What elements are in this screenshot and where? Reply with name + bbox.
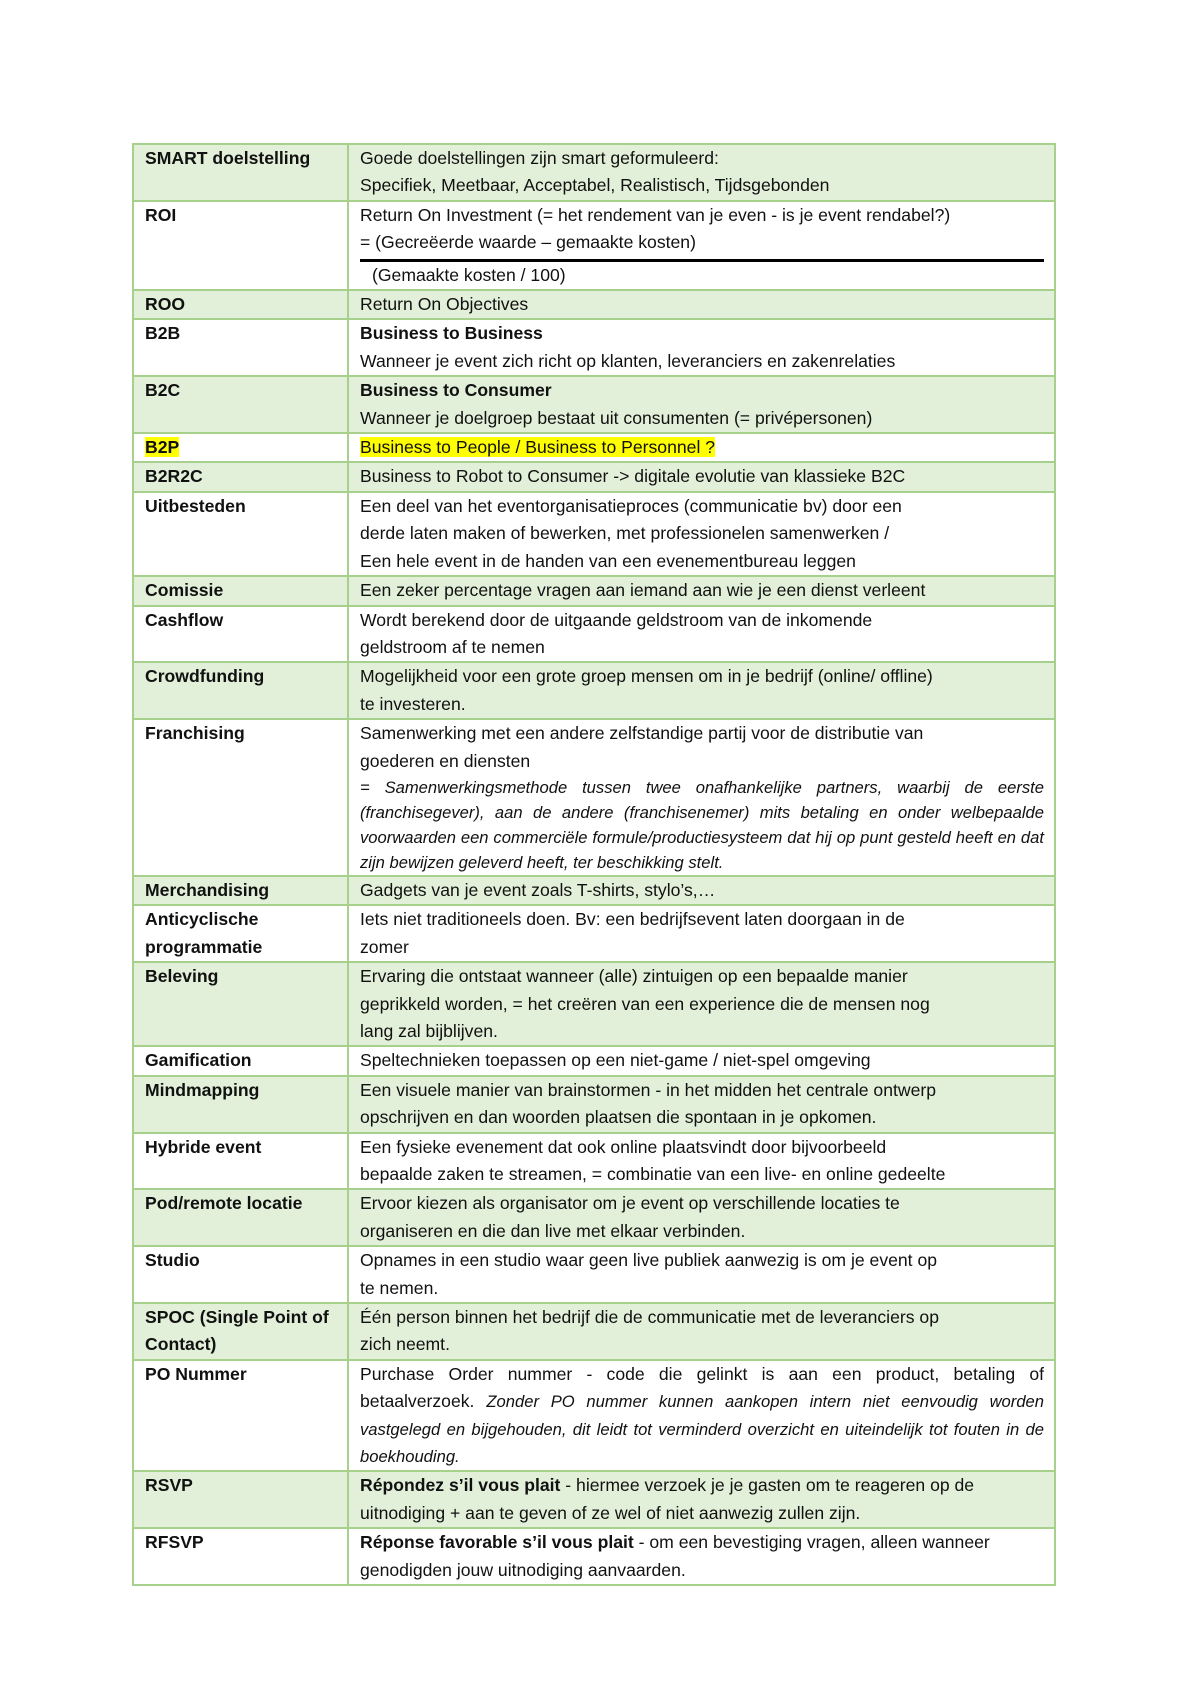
definition-cell: [348, 319, 1055, 376]
definition-phrase: Réponse favorable s’il vous plait: [360, 1532, 634, 1553]
term-cell: B2B: [133, 319, 348, 376]
definition-cell: [348, 1189, 1055, 1246]
table-row: [133, 1528, 1055, 1585]
table-row: [133, 606, 1055, 663]
definition-text: Purchase Order nummer - code die gelinkt is aan een product, betaling of betaalverzoek.: [360, 1363, 1044, 1412]
term-cell: RSVP: [133, 1471, 348, 1528]
definition-italic: = Samenwerkingsmethode tussen twee onafhankelijke partners, waarbij de eerste (franchisegever), aan de andere (franchisenemer) mits betaling en onder welbepaalde voorwaarden een commerciële formule/productiesysteem dat hij op punt gesteld heeft en dat zijn bewijzen geleverd heeft, ter beschikking stelt.: [360, 777, 1044, 872]
table-row: [133, 1303, 1055, 1360]
definition-phrase: Répondez s’il vous plait: [360, 1475, 561, 1496]
definition-cell: [348, 1046, 1055, 1075]
table-row: [133, 1076, 1055, 1133]
term-cell: Mindmapping: [133, 1076, 348, 1133]
definition-line: Mogelijkheid voor een grote groep mensen om in je bedrijf (online/ offline): [360, 666, 933, 687]
table-row: [133, 876, 1055, 905]
table-row: [133, 376, 1055, 433]
definition-line: Return On Objectives: [360, 294, 529, 315]
table-row: [133, 319, 1055, 376]
term-cell: Pod/remote locatie: [133, 1189, 348, 1246]
term-cell: Crowdfunding: [133, 662, 348, 719]
highlighted-term: B2P: [145, 437, 180, 458]
table-row: [133, 905, 1055, 962]
definition-cell: [348, 1076, 1055, 1133]
formula-numerator: = (Gecreëerde waarde – gemaakte kosten): [360, 232, 696, 253]
table-row: [133, 1189, 1055, 1246]
term-cell: [133, 433, 348, 462]
definition-cell: [348, 576, 1055, 605]
definition-line: Opnames in een studio waar geen live publiek aanwezig is om je event op: [360, 1250, 938, 1271]
definition-line: derde laten maken of bewerken, met professionelen samenwerken /: [360, 523, 890, 544]
definition-line: Gadgets van je event zoals T-shirts, stylo’s,…: [360, 879, 716, 900]
highlighted-definition: Business to People / Business to Personnel ?: [360, 437, 716, 458]
definition-cell: [348, 905, 1055, 962]
definition-heading: Business to Business: [360, 323, 543, 344]
table-row: [133, 962, 1055, 1046]
definition-line: Een zeker percentage vragen aan iemand aan wie je een dienst verleent: [360, 580, 926, 601]
table-row: [133, 1246, 1055, 1303]
term-cell: Comissie: [133, 576, 348, 605]
table-row: [133, 662, 1055, 719]
definition-line: geldstroom af te nemen: [360, 636, 545, 657]
term-cell: RFSVP: [133, 1528, 348, 1585]
term-cell: SPOC (Single Point of Contact): [133, 1303, 348, 1360]
term-cell: Studio: [133, 1246, 348, 1303]
definition-italic: Zonder PO nummer kunnen aankopen intern niet eenvoudig worden vastgelegd en bijgehouden, dit leidt tot verminderd overzicht en uiteindelijk tot fouten in de boekhouding.: [360, 1392, 1045, 1467]
definition-line: opschrijven en dan woorden plaatsen die spontaan in je opkomen.: [360, 1107, 877, 1128]
definition-line: Return On Investment (= het rendement van je even - is je event rendabel?): [360, 204, 951, 225]
definition-cell: [348, 462, 1055, 491]
table-row: [133, 1471, 1055, 1528]
definition-text: - om een bevestiging vragen, alleen wanneer genodigden jouw uitnodiging aanvaarden.: [360, 1532, 990, 1580]
definition-line: Goede doelstellingen zijn smart geformuleerd:: [360, 148, 719, 168]
table-row: [133, 433, 1055, 462]
definition-line: Een hele event in de handen van een evenementbureau leggen: [360, 550, 856, 571]
definition-line: Samenwerking met een andere zelfstandige partij voor de distributie van: [360, 723, 924, 744]
definition-text: - hiermee verzoek je je gasten om te reageren op de uitnodiging + aan te geven of ze wel of niet aanwezig zullen zijn.: [360, 1475, 975, 1523]
definition-line: Wordt berekend door de uitgaande geldstroom van de inkomende: [360, 609, 873, 630]
definition-line: Wanneer je event zich richt op klanten, leveranciers en zakenrelaties: [360, 350, 896, 371]
definition-line: Iets niet traditioneels doen. Bv: een bedrijfsevent laten doorgaan in de: [360, 909, 905, 930]
definition-cell: [348, 606, 1055, 663]
definition-line: organiseren en die dan live met elkaar verbinden.: [360, 1220, 746, 1241]
definition-cell: [348, 1133, 1055, 1190]
table-row: [133, 462, 1055, 491]
definition-line: Een visuele manier van brainstormen - in het midden het centrale ontwerp: [360, 1079, 937, 1100]
definition-line: bepaalde zaken te streamen, = combinatie van een live- en online gedeelte: [360, 1164, 946, 1184]
table-row: [133, 144, 1055, 201]
definition-line: Een fysieke evenement dat ook online plaatsvindt door bijvoorbeeld: [360, 1136, 887, 1157]
definition-line: Business to Robot to Consumer -> digitale evolutie van klassieke B2C: [360, 466, 906, 487]
term-cell: ROI: [133, 201, 348, 290]
term-cell: Anticyclische programmatie: [133, 905, 348, 962]
table-row: [133, 290, 1055, 319]
definition-line: zich neemt.: [360, 1334, 450, 1355]
term-cell: Beleving: [133, 962, 348, 1046]
table-row: [133, 719, 1055, 876]
definition-line: Een deel van het eventorganisatieproces (communicatie bv) door een: [360, 495, 902, 516]
term-cell: Gamification: [133, 1046, 348, 1075]
definition-line: Ervaring die ontstaat wanneer (alle) zintuigen op een bepaalde manier: [360, 966, 908, 987]
definition-line: te nemen.: [360, 1277, 439, 1298]
definition-cell: [348, 201, 1055, 290]
definition-line: Specifiek, Meetbaar, Acceptabel, Realistisch, Tijdsgebonden: [360, 175, 830, 196]
term-cell: B2C: [133, 376, 348, 433]
definition-cell: [348, 1360, 1055, 1472]
table-row: [133, 492, 1055, 576]
term-cell: Cashflow: [133, 606, 348, 663]
definition-line: Speltechnieken toepassen op een niet-game / niet-spel omgeving: [360, 1050, 871, 1071]
definition-line: Één person binnen het bedrijf die de communicatie met de leveranciers op: [360, 1307, 939, 1328]
term-cell: SMART doelstelling: [133, 144, 348, 201]
table-row: [133, 1133, 1055, 1190]
term-cell: Franchising: [133, 719, 348, 876]
definition-line: lang zal bijblijven.: [360, 1020, 498, 1041]
definition-cell: [348, 144, 1055, 201]
definition-cell: [348, 376, 1055, 433]
definition-line: te investeren.: [360, 693, 466, 714]
definition-line: zomer: [360, 936, 409, 957]
table-row: [133, 201, 1055, 290]
definition-cell: [348, 1303, 1055, 1360]
definition-line: Ervoor kiezen als organisator om je event op verschillende locaties te: [360, 1193, 900, 1214]
term-cell: Uitbesteden: [133, 492, 348, 576]
definition-cell: [348, 1471, 1055, 1528]
term-cell: PO Nummer: [133, 1360, 348, 1472]
term-cell: Merchandising: [133, 876, 348, 905]
definition-line: Wanneer je doelgroep bestaat uit consumenten (= privépersonen): [360, 407, 873, 428]
definition-heading: Business to Consumer: [360, 380, 552, 401]
definition-cell: [348, 1528, 1055, 1585]
term-cell: Hybride event: [133, 1133, 348, 1190]
definition-line: goederen en diensten: [360, 750, 531, 771]
definition-cell: [348, 962, 1055, 1046]
table-row: [133, 1360, 1055, 1472]
definition-cell: [348, 719, 1055, 876]
definition-line: geprikkeld worden, = het creëren van een experience die de mensen nog: [360, 993, 930, 1014]
term-cell: B2R2C: [133, 462, 348, 491]
glossary-table: [132, 143, 1056, 1586]
definition-cell: [348, 433, 1055, 462]
table-row: [133, 576, 1055, 605]
formula-denominator: (Gemaakte kosten / 100): [360, 259, 1044, 289]
definition-cell: [348, 876, 1055, 905]
definition-cell: [348, 492, 1055, 576]
definition-cell: [348, 290, 1055, 319]
term-cell: ROO: [133, 290, 348, 319]
definition-cell: [348, 1246, 1055, 1303]
definition-cell: [348, 662, 1055, 719]
table-row: [133, 1046, 1055, 1075]
